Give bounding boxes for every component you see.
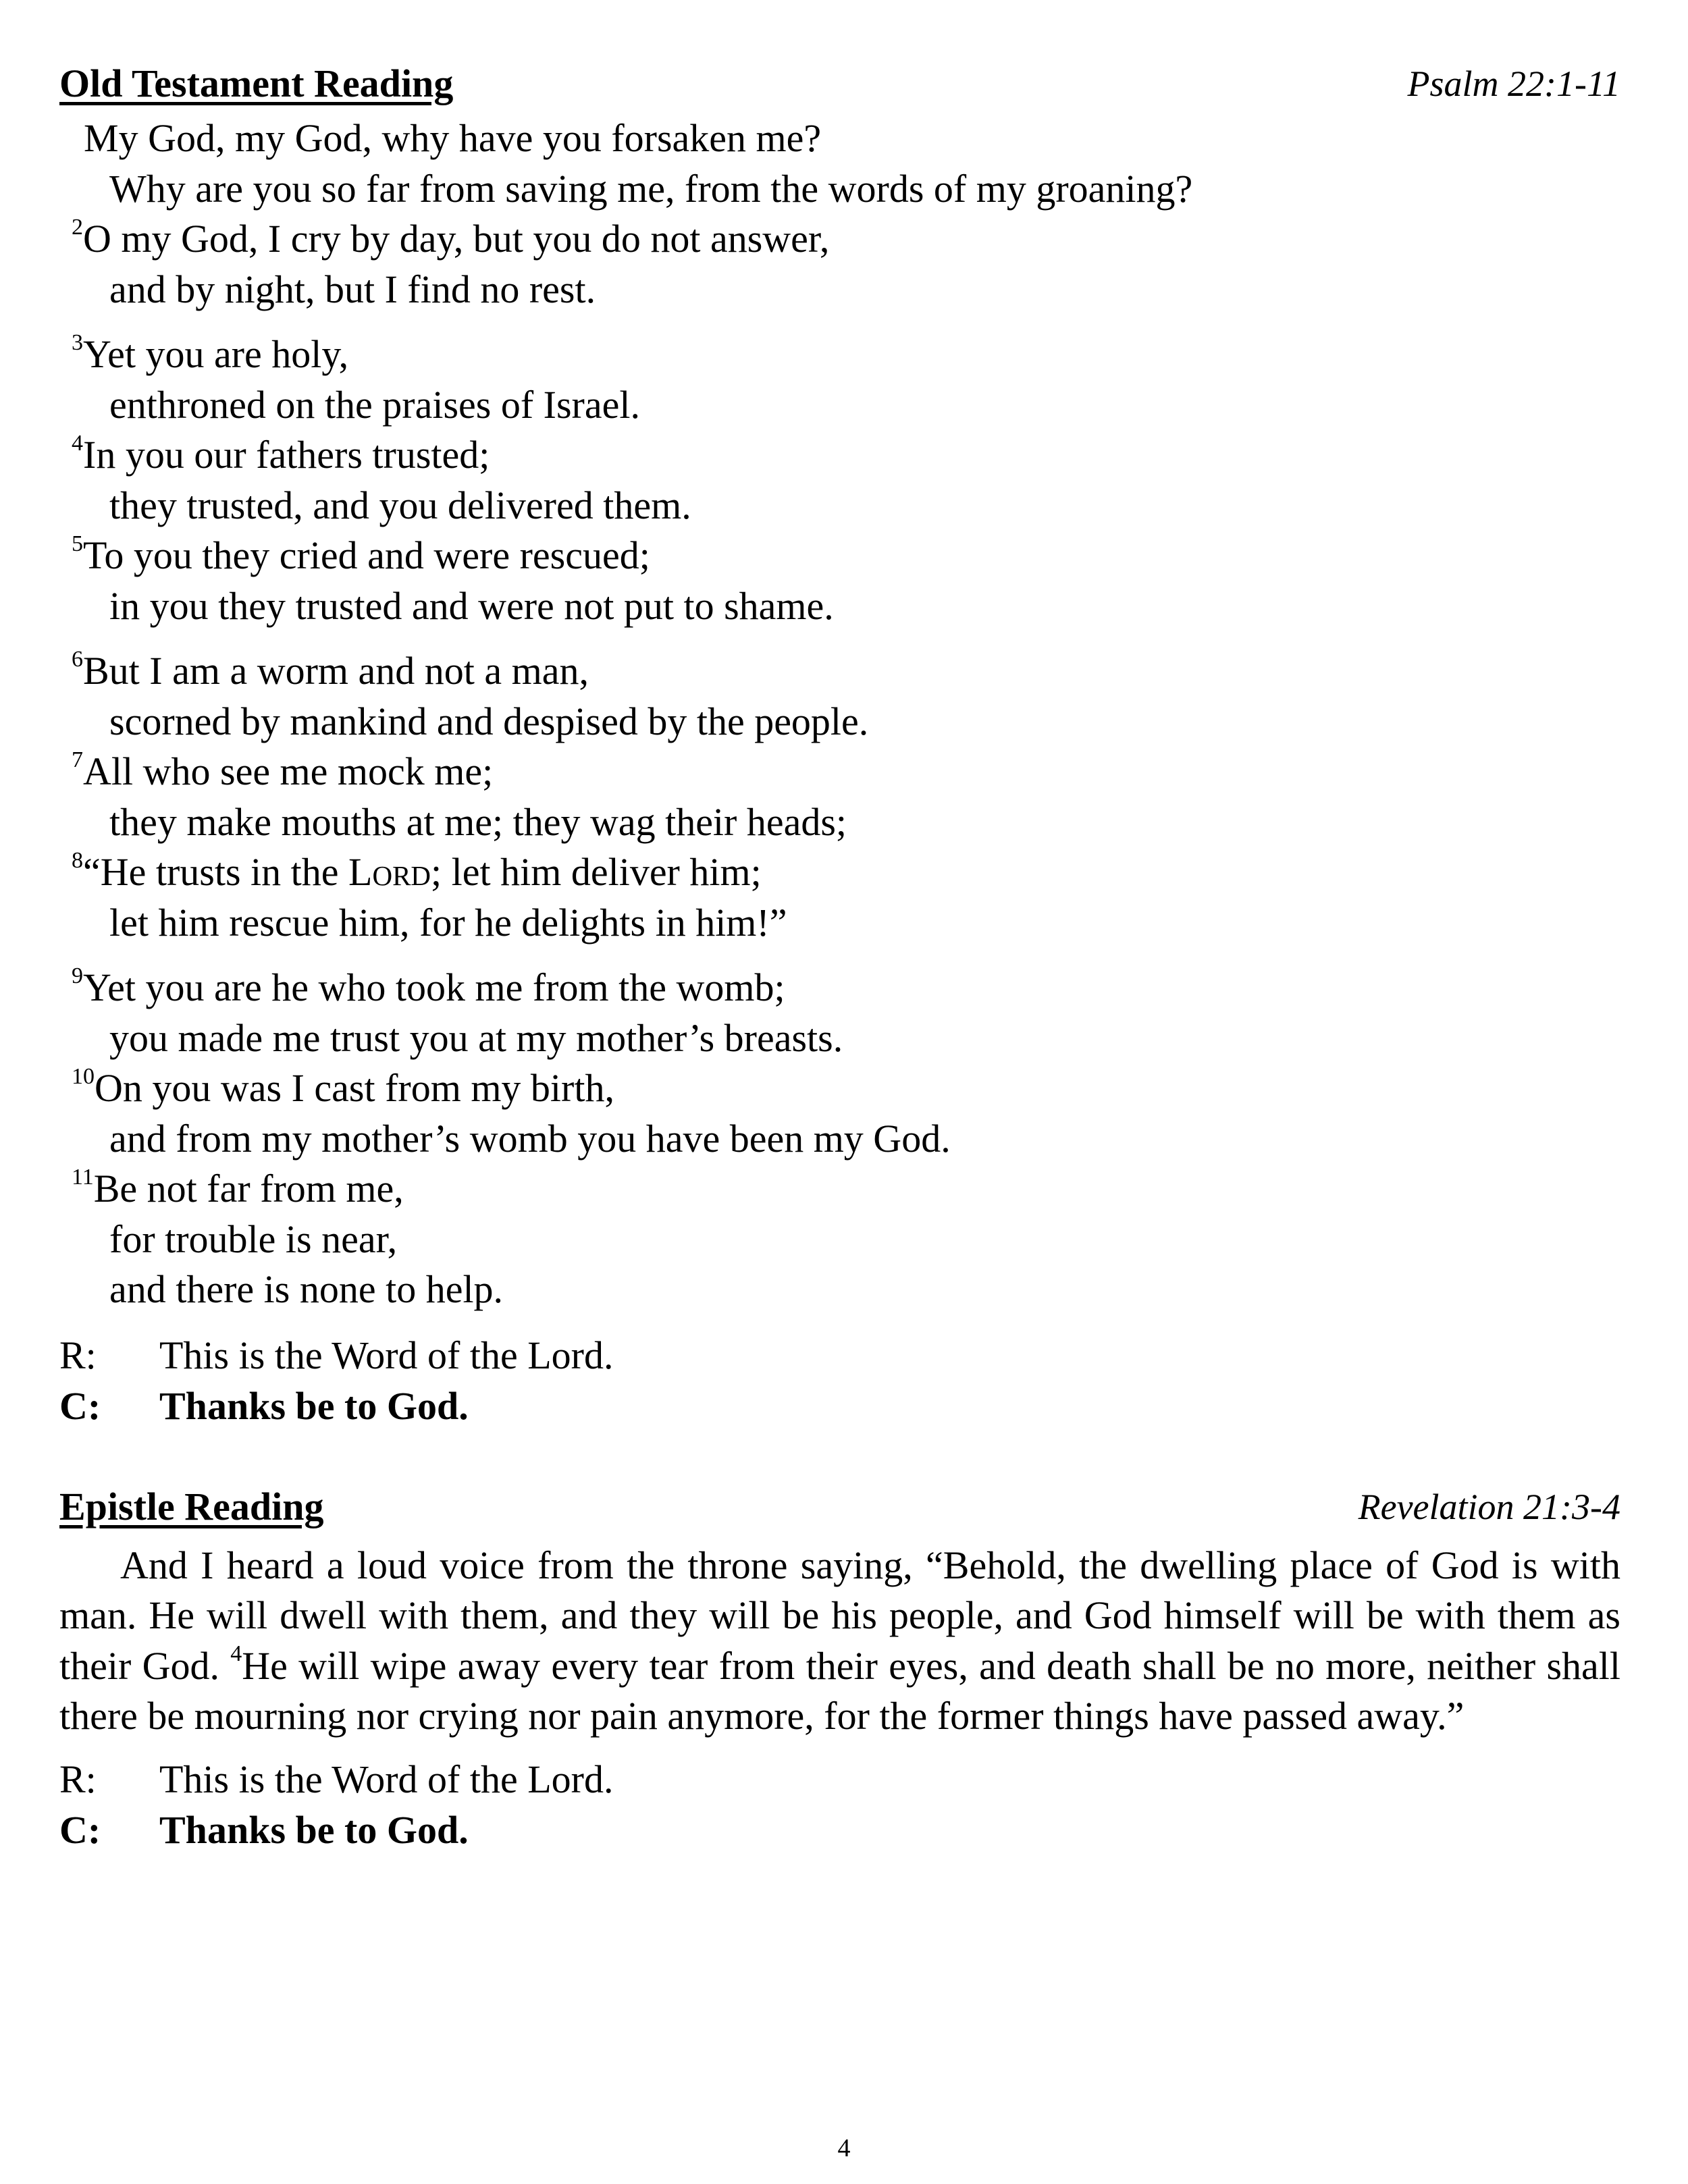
epistle-heading-row [59,1483,1620,1537]
epistle-response-reader [59,1754,1620,1805]
psalm-line [59,265,1620,315]
psalm-line [59,113,1620,164]
epistle-response [59,1754,1620,1855]
psalm-line-text: O my God, I cry by day, but you do not answer, [83,217,830,261]
verse-number: 7 [72,747,83,772]
ot-response-reader [59,1330,1620,1381]
epistle-c-label: C: [59,1807,101,1852]
verse-number: 3 [72,329,83,355]
psalm-stanza [59,329,1620,631]
psalm-line-text: let him rescue him, for he delights in him!” [109,900,787,944]
verse-number: 10 [72,1063,95,1089]
epistle-r-text: This is the Word of the Lord. [159,1757,614,1801]
psalm-line [59,1215,1620,1265]
epistle-heading: Epistle Reading [59,1484,324,1528]
verse-number: 5 [72,531,83,556]
psalm-line [59,214,1620,265]
ot-heading: Old Testament Reading [59,61,454,105]
psalm-line-text: My God, my God, why have you forsaken me? [84,116,822,160]
ot-citation: Psalm 22:1-11 [1407,63,1620,104]
ot-heading-row [59,59,1620,113]
psalm-line [59,164,1620,215]
ot-response-congregation [59,1381,1620,1431]
epistle-text [59,1541,1620,1742]
psalm-line [59,430,1620,481]
psalm-line-text: they trusted, and you delivered them. [109,483,691,527]
psalm-line [59,1264,1620,1315]
psalm-line [59,531,1620,581]
psalm-stanza [59,646,1620,948]
psalm-line [59,797,1620,848]
verse-number: 2 [72,214,83,240]
epistle-citation: Revelation 21:3-4 [1358,1486,1620,1527]
epistle-response-congregation [59,1805,1620,1855]
psalm-line-text: On you was I cast from my birth, [95,1066,614,1110]
epistle-r-label: R: [59,1757,97,1801]
psalm-stanza [59,113,1620,315]
psalm-line [59,697,1620,747]
psalm-line-text: and from my mother’s womb you have been my God. [109,1116,951,1161]
psalm-line-text: Why are you so far from saving me, from the words of my groaning? [109,166,1193,211]
page-number: 4 [837,2134,851,2162]
psalm-line [59,898,1620,949]
psalm-line [59,1114,1620,1165]
old-testament-section [59,59,1620,1431]
ot-response [59,1330,1620,1431]
epistle-text-part2: He will wipe away every tear from their eyes, and death shall be no more, neither shall there be mourning nor crying nor pain anymore, for the former things have passed away.” [59,1643,1620,1738]
psalm-stanza [59,963,1620,1315]
psalm-line-text: But I am a worm and not a man, [83,649,589,693]
psalm-line [59,380,1620,431]
psalm-line [59,1063,1620,1114]
psalm-line [59,329,1620,380]
psalm-line-text: and by night, but I find no rest. [109,267,596,311]
verse-number: 8 [72,847,83,873]
divine-name: Lord [348,850,431,894]
verse-number: 4 [72,430,83,456]
verse-number: 11 [72,1164,94,1190]
ot-c-label: C: [59,1383,101,1428]
psalm-line [59,1013,1620,1064]
psalm-line [59,646,1620,697]
psalm-line-text: enthroned on the praises of Israel. [109,382,640,427]
verse-number: 6 [72,646,83,672]
psalm-line-text: All who see me mock me; [83,749,494,793]
psalm-line-text: ; let him deliver him; [431,850,762,894]
psalm-line-text: “He trusts in the [83,850,349,894]
epistle-text-part1: And I heard a loud voice from the throne saying, “Behold, the dwelling place of God is with man. He will dwell with them, and they will be his people, and God himself will be with them as their God. [59,1543,1620,1688]
epistle-c-text: Thanks be to God. [159,1807,469,1852]
psalm-line-text: In you our fathers trusted; [83,433,490,477]
psalm-line-text: Be not far from me, [93,1167,404,1210]
psalm-line [59,963,1620,1013]
epistle-verse-number: 4 [230,1641,242,1667]
ot-r-label: R: [59,1333,97,1377]
psalm-line-text: scorned by mankind and despised by the people. [109,699,869,743]
psalm-line-text: Yet you are holy, [83,332,349,376]
psalm-line [59,581,1620,632]
ot-r-text: This is the Word of the Lord. [159,1333,614,1377]
psalm-line-text: you made me trust you at my mother’s breasts. [109,1015,843,1060]
verse-number: 9 [72,963,83,988]
ot-c-text: Thanks be to God. [159,1383,469,1428]
psalm-line [59,747,1620,797]
psalm-line-text: for trouble is near, [109,1217,398,1261]
psalm-line [59,1164,1620,1215]
psalm-line [59,847,1620,898]
epistle-section [59,1483,1620,1855]
psalm-line-text: they make mouths at me; they wag their heads; [109,799,847,844]
psalm-line-text: To you they cried and were rescued; [83,533,650,577]
bulletin-page [59,59,1620,1855]
psalm-line-text: and there is none to help. [109,1267,504,1311]
psalm-line-text: in you they trusted and were not put to shame. [109,583,834,628]
psalm-text [59,113,1620,1315]
psalm-line-text: Yet you are he who took me from the womb; [83,965,785,1009]
psalm-line [59,481,1620,531]
